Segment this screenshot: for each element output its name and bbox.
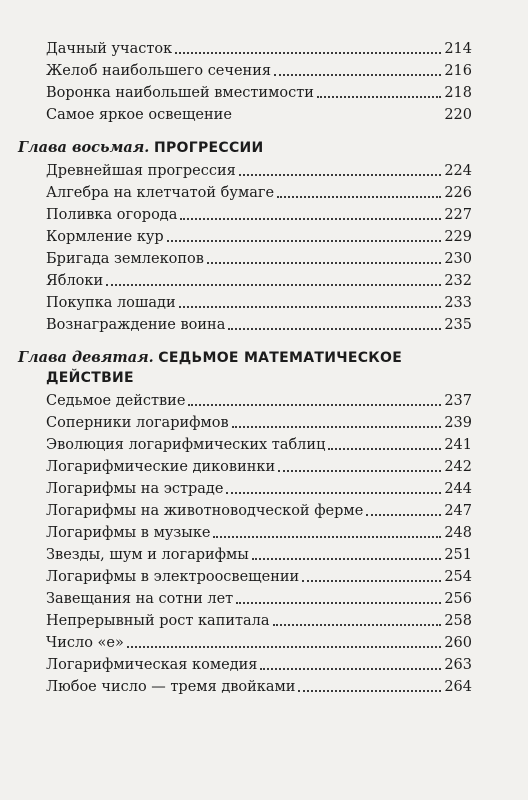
- toc-entry[interactable]: [46, 478, 472, 498]
- toc-entry[interactable]: [46, 104, 472, 124]
- entry-title: Логарифмическая комедия: [46, 657, 258, 673]
- leader-dots: [228, 328, 441, 330]
- entry-page: 214: [444, 41, 472, 57]
- leader-dots: [328, 448, 441, 450]
- leader-dots: [106, 284, 441, 286]
- leader-dots: [277, 196, 441, 198]
- chapter-heading: [18, 138, 498, 158]
- entry-title: Дачный участок: [46, 41, 173, 57]
- leader-dots: [167, 240, 442, 242]
- toc-entry[interactable]: [46, 456, 472, 476]
- entry-title: Желоб наибольшего сечения: [46, 63, 272, 79]
- entry-page: 263: [444, 657, 472, 673]
- toc-entry[interactable]: [46, 434, 472, 454]
- leader-dots: [302, 580, 441, 582]
- entry-title: Покупка лошади: [46, 295, 176, 311]
- entry-page: 239: [444, 415, 472, 431]
- entry-page: 258: [444, 613, 472, 629]
- leader-dots: [273, 624, 442, 626]
- leader-dots: [127, 646, 441, 648]
- entry-page: 244: [444, 481, 472, 497]
- entry-page: 216: [444, 63, 472, 79]
- entry-page: 264: [444, 679, 472, 695]
- entry-page: 237: [444, 393, 472, 409]
- leader-dots: [274, 74, 441, 76]
- entry-title: Алгебра на клетчатой бумаге: [46, 185, 275, 201]
- entry-title: Логарифмы в электроосвещении: [46, 569, 300, 585]
- toc-entry[interactable]: [46, 82, 472, 102]
- entry-page: 242: [444, 459, 472, 475]
- entry-title: Воронка наибольшей вместимости: [46, 85, 314, 101]
- entry-title: Логарифмы в музыке: [46, 525, 211, 541]
- leader-dots: [207, 262, 441, 264]
- leader-dots: [179, 306, 442, 308]
- leader-dots: [188, 404, 441, 406]
- entry-title: Эволюция логарифмических таблиц: [46, 437, 326, 453]
- entry-title: Вознаграждение воина: [46, 317, 226, 333]
- leader-dots: [232, 426, 442, 428]
- entry-page: 233: [444, 295, 472, 311]
- leader-dots: [260, 668, 441, 670]
- entry-page: 241: [444, 437, 472, 453]
- entry-title: Яблоки: [46, 273, 104, 289]
- entry-page: 218: [444, 85, 472, 101]
- toc-entry[interactable]: [46, 632, 472, 652]
- chapter-name: ПРОГРЕССИИ: [153, 140, 264, 156]
- leader-dots: [175, 52, 441, 54]
- entry-title: Кормление кур: [46, 229, 164, 245]
- toc-entry[interactable]: [46, 522, 472, 542]
- toc-entry[interactable]: [46, 182, 472, 202]
- entry-title: Завещания на сотни лет: [46, 591, 234, 607]
- toc-entry[interactable]: [46, 566, 472, 586]
- toc-entry[interactable]: [46, 654, 472, 674]
- entry-title: Звезды, шум и логарифмы: [46, 547, 249, 563]
- entry-title: Седьмое действие: [46, 393, 186, 409]
- entry-page: 232: [444, 273, 472, 289]
- entry-page: 248: [444, 525, 472, 541]
- leader-dots: [298, 690, 441, 692]
- entry-page: 229: [444, 229, 472, 245]
- entry-title: Любое число — тремя двойками: [46, 679, 296, 695]
- entry-page: 230: [444, 251, 472, 267]
- entry-title: Соперники логарифмов: [46, 415, 229, 431]
- toc-entry[interactable]: [46, 610, 472, 630]
- entry-page: 251: [444, 547, 472, 563]
- entry-title: Поливка огорода: [46, 207, 178, 223]
- leader-dots: [180, 218, 441, 220]
- chapter-lead: Глава девятая.: [18, 349, 154, 366]
- chapter-name-continued: ДЕЙСТВИЕ: [46, 370, 134, 386]
- toc-entry[interactable]: [46, 38, 472, 58]
- entry-title: Логарифмические диковинки: [46, 459, 276, 475]
- chapter-lead: Глава восьмая.: [18, 139, 150, 156]
- entry-page: 227: [444, 207, 472, 223]
- entry-title: Логарифмы на животноводческой ферме: [46, 503, 364, 519]
- toc-entry[interactable]: [46, 204, 472, 224]
- toc-entry[interactable]: [46, 292, 472, 312]
- leader-dots: [235, 118, 441, 120]
- entry-title: Древнейшая прогрессия: [46, 163, 236, 179]
- leader-dots: [278, 470, 441, 472]
- leader-dots: [252, 558, 441, 560]
- chapter-heading: [18, 348, 498, 368]
- entry-page: 220: [444, 107, 472, 123]
- toc-entry[interactable]: [46, 248, 472, 268]
- entry-page: 247: [444, 503, 472, 519]
- leader-dots: [213, 536, 441, 538]
- toc-entry[interactable]: [46, 412, 472, 432]
- toc-entry[interactable]: [46, 390, 472, 410]
- entry-page: 235: [444, 317, 472, 333]
- entry-page: 226: [444, 185, 472, 201]
- entry-title: Бригада землекопов: [46, 251, 204, 267]
- chapter-name: СЕДЬМОЕ МАТЕМАТИЧЕСКОЕ: [158, 350, 403, 366]
- entry-page: 256: [444, 591, 472, 607]
- entry-title: Число «е»: [46, 635, 124, 651]
- toc-entry[interactable]: [46, 160, 472, 180]
- leader-dots: [317, 96, 441, 98]
- toc-entry[interactable]: [46, 314, 472, 334]
- toc-entry[interactable]: [46, 270, 472, 290]
- leader-dots: [366, 514, 441, 516]
- entry-page: 254: [444, 569, 472, 585]
- leader-dots: [226, 492, 441, 494]
- entry-title: Логарифмы на эстраде: [46, 481, 224, 497]
- toc-entry[interactable]: [46, 500, 472, 520]
- leader-dots: [239, 174, 442, 176]
- entry-title: Непрерывный рост капитала: [46, 613, 270, 629]
- toc-entry[interactable]: [46, 544, 472, 564]
- entry-page: 224: [444, 163, 472, 179]
- entry-page: 260: [444, 635, 472, 651]
- toc-entry[interactable]: [46, 60, 472, 80]
- entry-title: Самое яркое освещение: [46, 107, 232, 123]
- leader-dots: [236, 602, 441, 604]
- toc-entry[interactable]: [46, 676, 472, 696]
- toc-entry[interactable]: [46, 588, 472, 608]
- toc-entry[interactable]: [46, 226, 472, 246]
